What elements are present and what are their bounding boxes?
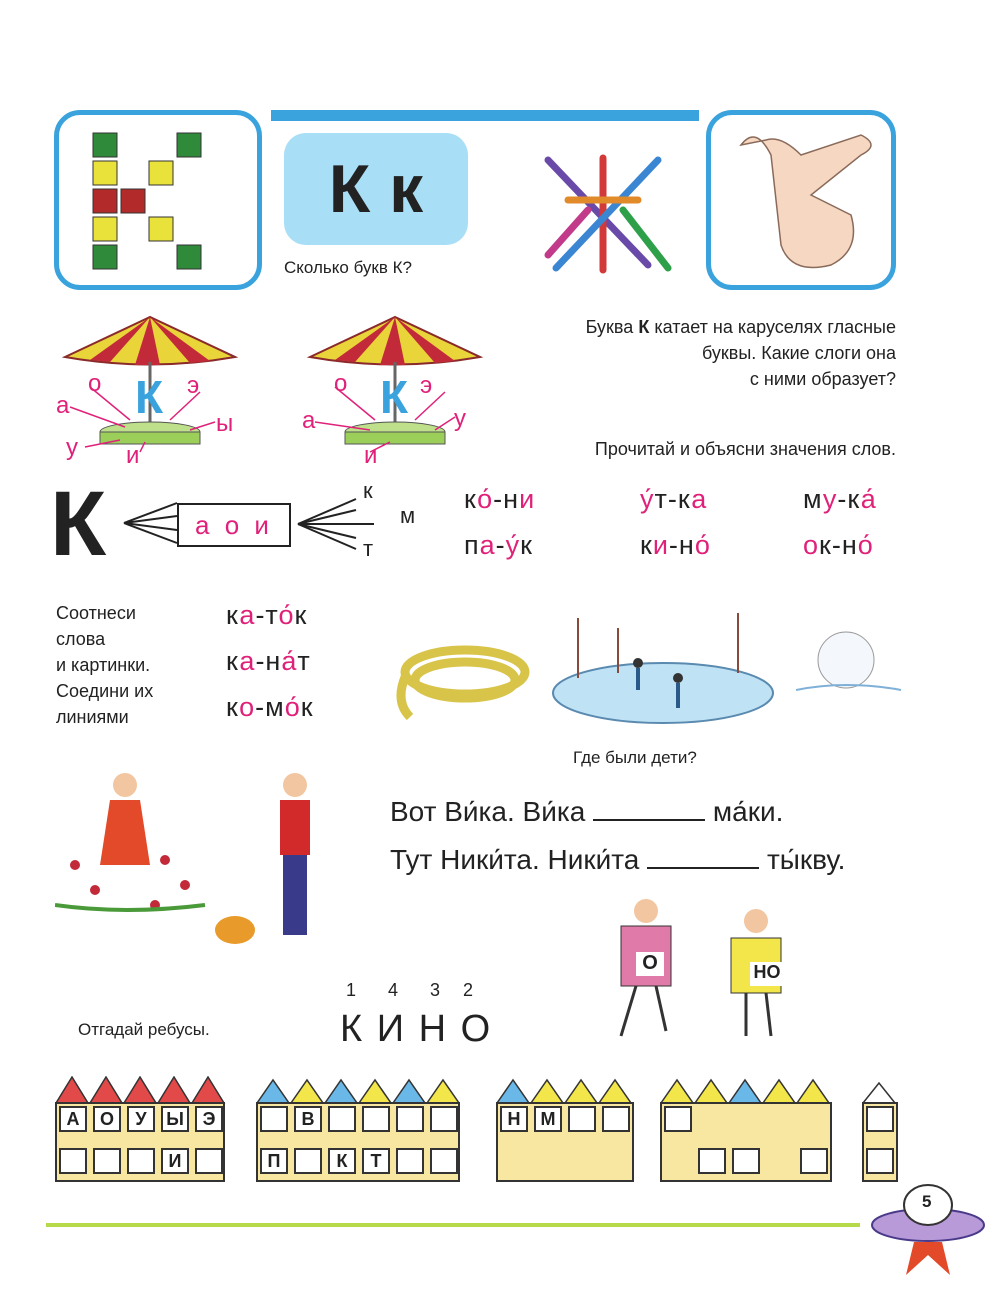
- house2-cell[interactable]: [430, 1148, 458, 1174]
- word-pauk: па-у́к: [464, 530, 533, 560]
- house1-roofs: [55, 1076, 227, 1104]
- page-number: 5: [922, 1192, 932, 1211]
- word-okno: ок-но́: [803, 530, 874, 560]
- house1-cell[interactable]: [195, 1148, 223, 1174]
- footer-green-rule: [46, 1223, 860, 1227]
- vowel-u: у: [454, 405, 466, 432]
- house2-cell[interactable]: [396, 1148, 424, 1174]
- carousel-instruction: Буква К катает на каруселях гласные буквы. Какие слоги она с ними образует?: [585, 317, 896, 389]
- scheme-end-t: т: [363, 536, 374, 561]
- skating-rink-picture: [548, 598, 778, 728]
- hand-sign-frame: [706, 110, 896, 290]
- carousel-right-center: К: [380, 371, 409, 423]
- house2-cell[interactable]: [260, 1106, 288, 1132]
- sentence-line-2: Тут Ники́та. Ники́та ты́кву.: [390, 844, 846, 875]
- house1-cell[interactable]: И: [161, 1148, 189, 1174]
- house2-cell[interactable]: [294, 1148, 322, 1174]
- house2-cell[interactable]: В: [294, 1106, 322, 1132]
- vowel-o: о: [334, 370, 348, 397]
- house5-cell[interactable]: [866, 1106, 894, 1132]
- top-blue-bar: [271, 110, 699, 121]
- cube-letter-frame: [54, 110, 262, 290]
- house2-cell[interactable]: Т: [362, 1148, 390, 1174]
- house1-cell[interactable]: [93, 1148, 121, 1174]
- vowel-u: у: [66, 434, 78, 461]
- sentence-line-1: Вот Ви́ка. Ви́ка ма́ки.: [390, 796, 784, 827]
- hand-sign-picture: [711, 115, 891, 285]
- vowel-y: ы: [216, 410, 234, 437]
- house5-cell[interactable]: [866, 1148, 894, 1174]
- house2-cell[interactable]: П: [260, 1148, 288, 1174]
- match-word-komok: ко-мо́к: [226, 692, 314, 722]
- house3-cell[interactable]: [568, 1106, 596, 1132]
- house1-cell[interactable]: [59, 1148, 87, 1174]
- letter-pair: К к: [284, 133, 468, 245]
- scheme-vowels-box: а о и: [177, 503, 291, 547]
- house3-cell[interactable]: Н: [500, 1106, 528, 1132]
- where-question: Где были дети?: [573, 748, 697, 767]
- house1-cell[interactable]: А: [59, 1106, 87, 1132]
- rope-picture: [390, 632, 540, 722]
- shirt-right-label: НО: [750, 962, 784, 986]
- vowel-a: а: [56, 392, 70, 419]
- house3-roofs: [496, 1072, 634, 1104]
- vowel-i: и: [364, 442, 378, 469]
- scheme-end-m: м: [400, 503, 416, 528]
- count-question: Сколько букв К?: [284, 258, 412, 277]
- house2-cell[interactable]: [430, 1106, 458, 1132]
- match-word-kanat: ка-на́т: [226, 646, 311, 676]
- scheme-end-k: к: [363, 478, 373, 503]
- blank-line[interactable]: [593, 799, 705, 821]
- word-muka: му-ка́: [803, 484, 877, 514]
- scheme-lines-left: [122, 498, 182, 548]
- house1-cell[interactable]: Ы: [161, 1106, 189, 1132]
- house1-cell[interactable]: Э: [195, 1106, 223, 1132]
- snowball-picture: [796, 628, 906, 698]
- house3-cell[interactable]: [602, 1106, 630, 1132]
- vowel-e: э: [187, 372, 200, 399]
- rebus-digit: 1: [346, 980, 357, 1000]
- rebus-digit: 3: [430, 980, 441, 1000]
- house2-cell[interactable]: К: [328, 1148, 356, 1174]
- word-koni: ко́-ни: [464, 484, 536, 514]
- read-instruction: Прочитай и объясни значения слов.: [594, 439, 896, 459]
- vowel-i: и: [126, 442, 140, 469]
- house4-cell[interactable]: [698, 1148, 726, 1174]
- house2-cell[interactable]: [328, 1106, 356, 1132]
- match-instruction: Соотнеси слова и картинки. Соедини их линиями: [56, 603, 154, 727]
- rebus-instruction: Отгадай ребусы.: [78, 1020, 210, 1039]
- vowel-o: о: [88, 370, 102, 397]
- house4-cell[interactable]: [664, 1106, 692, 1132]
- children-garden-picture: [55, 755, 355, 955]
- carousel-left-center: К: [135, 371, 164, 423]
- house2-roofs: [256, 1072, 460, 1104]
- house4-cell[interactable]: [732, 1148, 760, 1174]
- vowel-a: а: [302, 407, 316, 434]
- house4-roofs: [660, 1072, 832, 1104]
- house1-cell[interactable]: У: [127, 1106, 155, 1132]
- match-word-katok: ка-то́к: [226, 600, 308, 630]
- pencils-letter-picture: [528, 140, 678, 280]
- house1-cell[interactable]: [127, 1148, 155, 1174]
- house3-cell[interactable]: М: [534, 1106, 562, 1132]
- scheme-big-letter: К: [50, 473, 107, 575]
- blank-line[interactable]: [647, 847, 759, 869]
- cube-letter-k-picture: [59, 115, 257, 285]
- rebus-word: К И Н О: [340, 1008, 493, 1050]
- shirt-left-label: О: [636, 952, 664, 976]
- rebus-digit: 4: [388, 980, 399, 1000]
- house2-cell[interactable]: [396, 1106, 424, 1132]
- house2-cell[interactable]: [362, 1106, 390, 1132]
- word-utka: у́т-ка: [640, 484, 708, 514]
- house4-cell[interactable]: [800, 1148, 828, 1174]
- rebus-digit: 2: [463, 980, 474, 1000]
- house1-cell[interactable]: О: [93, 1106, 121, 1132]
- word-kino: ки-но́: [640, 530, 711, 560]
- vowel-e: э: [420, 372, 433, 399]
- house5-roof: [862, 1082, 898, 1104]
